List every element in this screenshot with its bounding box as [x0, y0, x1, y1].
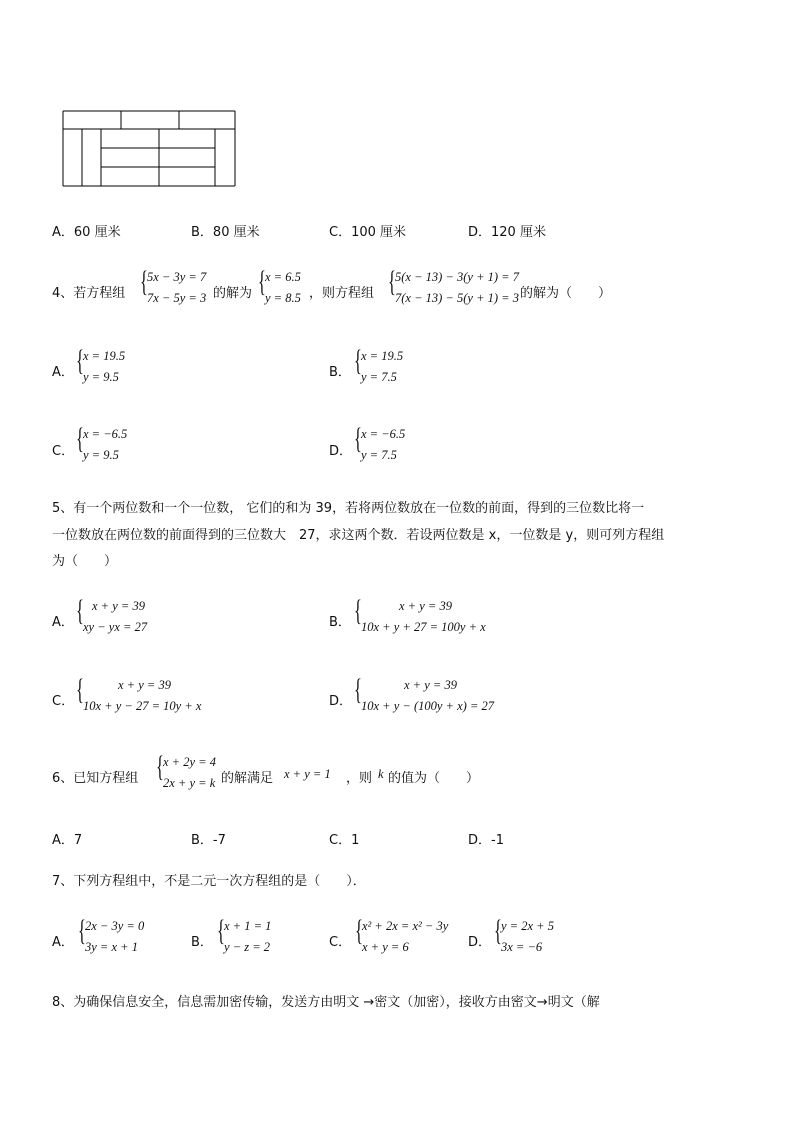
q5-option-d: { x + y = 39 10x + y − (100y + x) = 27 — [354, 673, 495, 713]
q7-a-eq1: 2x − 3y = 0 — [85, 919, 145, 933]
q5-stem-line3: 为（ ） — [52, 554, 118, 569]
q3-option-b: B．80 厘米 — [191, 225, 260, 240]
q5-option-b-label: B． — [329, 615, 351, 630]
rectangle-figure — [60, 108, 238, 190]
q6-prefix: 6、已知方程组 — [52, 771, 139, 786]
q4-sys3-eq1: 5(x − 13) − 3(y + 1) = 7 — [395, 270, 519, 284]
q3-option-a: A．60 厘米 — [52, 225, 121, 240]
q7-option-b: { x + 1 = 1 y − z = 2 — [217, 914, 272, 954]
q4-option-d: { x = −6.5 y = 7.5 — [354, 422, 406, 462]
q5-a-eq1: x + y = 39 — [92, 599, 145, 613]
q6-condition: x + y = 1 — [284, 767, 331, 781]
q4-prefix: 4、若方程组 — [52, 286, 126, 301]
q7-option-a: { 2x − 3y = 0 3y = x + 1 — [78, 914, 145, 954]
q6-mid2: ，则 — [346, 771, 373, 786]
q6-option-d: D．-1 — [468, 833, 504, 848]
q6-system: { x + 2y = 4 2x + y = k — [156, 750, 216, 790]
q7-d-eq2: 3x = −6 — [501, 940, 543, 954]
q4-sys1-eq1: 5x − 3y = 7 — [147, 270, 207, 284]
q5-b-eq1: x + y = 39 — [399, 599, 452, 613]
q7-b-eq1: x + 1 = 1 — [224, 919, 272, 933]
q4-system-3: { 5(x − 13) − 3(y + 1) = 7 7(x − 13) − 5(y + 1) = 3 — [388, 265, 519, 305]
q6-mid: 的解满足 — [221, 771, 274, 786]
q4-c-eq2: y = 9.5 — [83, 448, 119, 462]
q7-b-eq2: y − z = 2 — [224, 940, 271, 954]
q4-option-d-label: D． — [329, 444, 353, 459]
q4-d-eq2: y = 7.5 — [361, 448, 397, 462]
q4-b-eq1: x = 19.5 — [361, 349, 404, 363]
q8-stem: 8、为确保信息安全，信息需加密传输，发送方由明文 →密文（加密），接收方由密文→明文（解 — [52, 995, 600, 1010]
q7-d-eq1: y = 2x + 5 — [501, 919, 554, 933]
q4-c-eq1: x = −6.5 — [83, 427, 128, 441]
q4-option-c: { x = −6.5 y = 9.5 — [76, 422, 128, 462]
q4-option-b-label: B． — [329, 365, 351, 380]
q6-eq1: x + 2y = 4 — [163, 755, 216, 769]
q7-option-c: { x² + 2x = x² − 3y x + y = 6 — [355, 914, 449, 954]
q5-b-eq2: 10x + y + 27 = 100y + x — [361, 620, 486, 634]
q7-option-a-label: A． — [52, 935, 74, 950]
q5-stem-line2: 一位数放在两位数的前面得到的三位数大 27，求这两个数．若设两位数是 x，一位数是 y，则可列方程组 — [52, 528, 665, 543]
q6-option-a: A．7 — [52, 833, 83, 848]
q4-option-c-label: C． — [52, 444, 75, 459]
q5-option-c-label: C． — [52, 694, 75, 709]
q3-option-d: D．120 厘米 — [468, 225, 546, 240]
q7-c-eq1: x² + 2x = x² − 3y — [362, 919, 449, 933]
q5-option-d-label: D． — [329, 694, 353, 709]
q7-option-d: { y = 2x + 5 3x = −6 — [494, 914, 554, 954]
q5-option-b: { x + y = 39 10x + y + 27 = 100y + x — [354, 594, 486, 634]
q5-a-eq2: xy − yx = 27 — [83, 620, 148, 634]
q4-sys1-eq2: 7x − 5y = 3 — [147, 291, 207, 305]
q5-c-eq1: x + y = 39 — [118, 678, 171, 692]
q7-option-b-label: B． — [191, 935, 213, 950]
q4-a-eq2: y = 9.5 — [83, 370, 119, 384]
q7-option-d-label: D． — [468, 935, 492, 950]
q6-suffix: 的值为（ ） — [388, 771, 480, 786]
q7-stem: 7、下列方程组中，不是二元一次方程组的是（ ）． — [52, 874, 366, 889]
q5-d-eq1: x + y = 39 — [404, 678, 457, 692]
q5-option-a-label: A． — [52, 615, 74, 630]
q7-option-c-label: C． — [329, 935, 352, 950]
q4-b-eq2: y = 7.5 — [361, 370, 397, 384]
q4-suffix: 的解为（ ） — [520, 286, 612, 301]
q5-d-eq2: 10x + y − (100y + x) = 27 — [361, 699, 495, 713]
q7-a-eq2: 3y = x + 1 — [85, 940, 138, 954]
q6-k: k — [378, 767, 384, 781]
q5-option-a: { x + y = 39 xy − yx = 27 — [76, 594, 148, 634]
q5-stem-line1: 5、有一个两位数和一个一位数， 它们的和为 39，若将两位数放在一位数的前面，得到的三位数比将一 — [52, 501, 645, 516]
q4-d-eq1: x = −6.5 — [361, 427, 406, 441]
q5-c-eq2: 10x + y − 27 = 10y + x — [83, 699, 202, 713]
q7-c-eq2: x + y = 6 — [362, 940, 409, 954]
q4-option-b: { x = 19.5 y = 7.5 — [354, 344, 404, 384]
q4-system-1: { 5x − 3y = 7 7x − 5y = 3 — [140, 265, 207, 305]
q6-option-c: C．1 — [329, 833, 360, 848]
q5-option-c: { x + y = 39 10x + y − 27 = 10y + x — [76, 673, 202, 713]
q4-sys2-eq2: y = 8.5 — [265, 291, 301, 305]
q6-eq2: 2x + y = k — [163, 776, 216, 790]
q4-system-2: { x = 6.5 y = 8.5 — [258, 265, 301, 305]
q4-option-a: { x = 19.5 y = 9.5 — [76, 344, 126, 384]
q4-option-a-label: A． — [52, 365, 74, 380]
q6-option-b: B．-7 — [191, 833, 226, 848]
q4-sys3-eq2: 7(x − 13) − 5(y + 1) = 3 — [395, 291, 519, 305]
q4-mid1: 的解为 — [213, 286, 253, 301]
q4-sys2-eq1: x = 6.5 — [265, 270, 301, 284]
q3-option-c: C．100 厘米 — [329, 225, 407, 240]
q4-a-eq1: x = 19.5 — [83, 349, 126, 363]
q4-mid2: ，则方程组 — [309, 286, 375, 301]
